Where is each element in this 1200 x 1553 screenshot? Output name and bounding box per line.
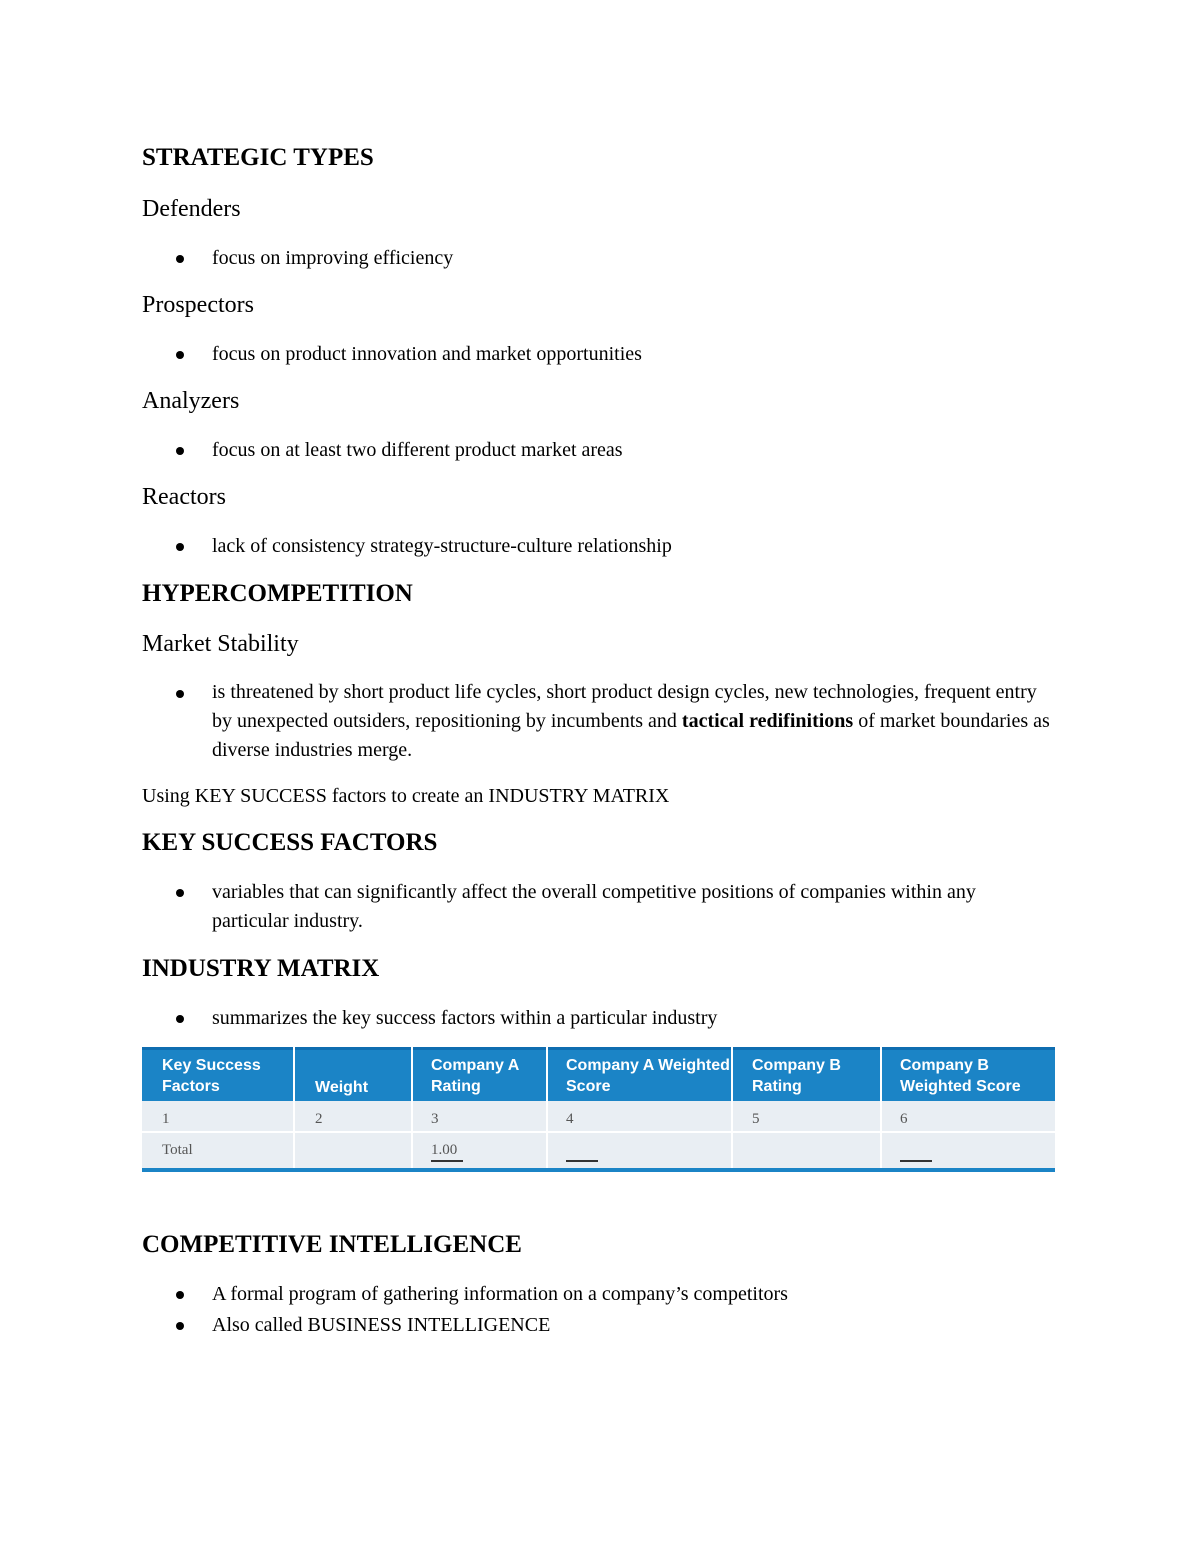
table-header-cell: Weight [315, 1079, 369, 1096]
bullet-icon [176, 690, 184, 698]
market-stability-point [212, 678, 1052, 765]
type-name-reactors: Reactors [142, 484, 226, 510]
competitive-intelligence-point: Also called BUSINESS INTELLIGENCE [212, 1314, 551, 1336]
type-point-analyzers: focus on at least two different product market areas [212, 439, 623, 461]
heading-strategic-types: STRATEGIC TYPES [142, 144, 374, 171]
table-total-label: Total [162, 1142, 193, 1158]
table-cell: 4 [566, 1111, 574, 1127]
key-success-factors-point: variables that can significantly affect the overall competitive positions of companies within any particular industry. [212, 881, 976, 932]
point-bold-text: tactical redifinitions [681, 710, 854, 732]
type-point-prospectors: focus on product innovation and market opportunities [212, 343, 642, 365]
intro-line: Using KEY SUCCESS factors to create an INDUSTRY MATRIX [142, 785, 670, 807]
total-underline [431, 1160, 463, 1162]
heading-industry-matrix: INDUSTRY MATRIX [142, 955, 380, 982]
table-body [142, 1101, 1055, 1168]
table-column-divider [880, 1047, 882, 1168]
subheading-market-stability: Market Stability [142, 631, 299, 657]
table-column-divider [731, 1047, 733, 1168]
table-column-divider [411, 1047, 413, 1168]
bullet-icon [176, 543, 184, 551]
type-name-defenders: Defenders [142, 196, 241, 222]
industry-matrix-point: summarizes the key success factors within a particular industry [212, 1007, 718, 1029]
bullet-icon [176, 1015, 184, 1023]
table-column-divider [546, 1047, 548, 1168]
bullet-icon [176, 889, 184, 897]
table-column-divider [293, 1047, 295, 1168]
bullet-icon [176, 255, 184, 263]
type-point-defenders: focus on improving efficiency [212, 247, 454, 269]
industry-matrix-table [142, 1047, 1055, 1174]
heading-key-success-factors: KEY SUCCESS FACTORS [142, 829, 438, 856]
heading-hypercompetition: HYPERCOMPETITION [142, 580, 413, 607]
total-underline [566, 1160, 598, 1162]
table-cell: 3 [431, 1111, 439, 1127]
table-cell: 1 [162, 1111, 170, 1127]
heading-competitive-intelligence: COMPETITIVE INTELLIGENCE [142, 1231, 522, 1258]
table-cell: 2 [315, 1111, 323, 1127]
bullet-icon [176, 1322, 184, 1330]
type-point-reactors: lack of consistency strategy-structure-culture relationship [212, 535, 672, 557]
table-row-divider [142, 1131, 1055, 1133]
table-header-cell: Company A Weighted Score [566, 1057, 730, 1095]
table-header-cell: Key Success Factors [162, 1057, 261, 1095]
bullet-icon [176, 447, 184, 455]
table-header-cell: Company A Rating [431, 1057, 519, 1095]
bullet-icon [176, 1291, 184, 1299]
table-cell: 5 [752, 1111, 760, 1127]
table-bottom-border [142, 1168, 1055, 1172]
bullet-icon [176, 351, 184, 359]
competitive-intelligence-point: A formal program of gathering information on a company’s competitors [212, 1283, 788, 1305]
table-total-weight: 1.00 [431, 1142, 458, 1158]
type-name-analyzers: Analyzers [142, 388, 240, 414]
type-name-prospectors: Prospectors [142, 292, 254, 318]
table-header-row [142, 1047, 1055, 1101]
table-header-cell: Company B Weighted Score [900, 1057, 1021, 1095]
point-text: is threatened by short product life cycles, short product design cycles, new technologies, frequent entry by unexpected outsiders, repositioning by incumbents and [212, 681, 1037, 732]
point-text-end: of market boundaries as diverse industries merge. [212, 710, 1050, 761]
table-cell: 6 [900, 1111, 908, 1127]
table-header-cell: Company B Rating [752, 1057, 841, 1095]
total-underline [900, 1160, 932, 1162]
